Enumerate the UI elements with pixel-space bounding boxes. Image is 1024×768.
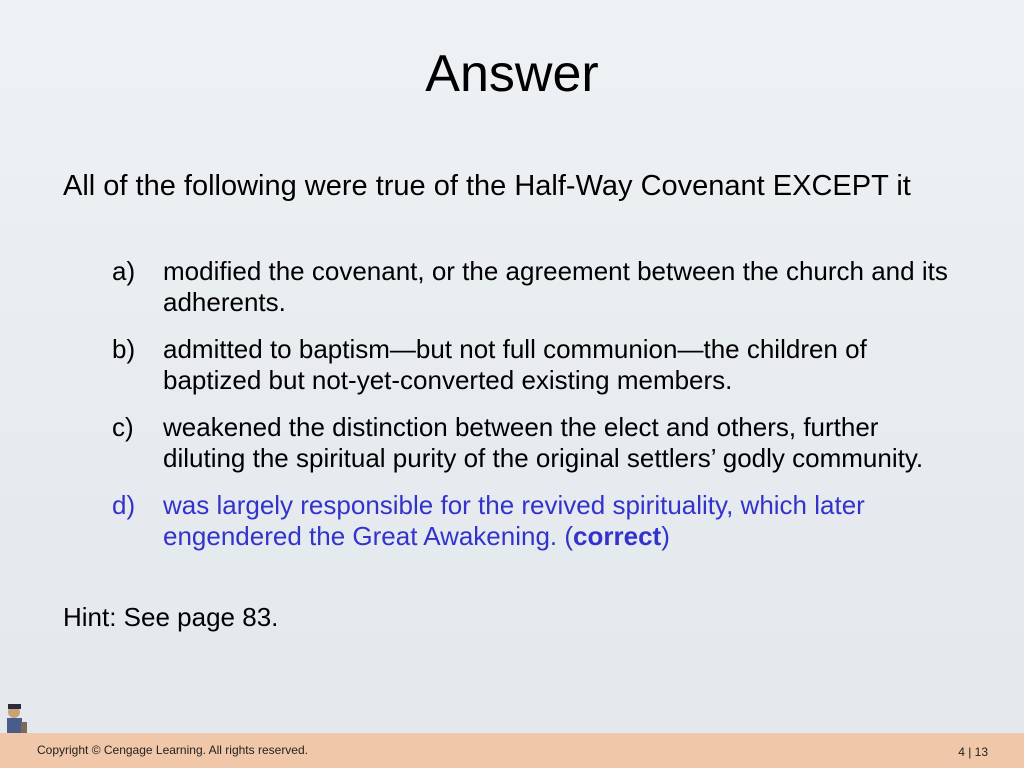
- correct-label: correct: [573, 521, 662, 551]
- question-text: All of the following were true of the Half-Way Covenant EXCEPT it: [63, 170, 911, 202]
- page-indicator: 4 | 13: [958, 745, 988, 759]
- option-letter: a): [112, 256, 136, 286]
- option-b: [112, 334, 952, 396]
- option-text-main: was largely responsible for the revived spirituality, which later engendered the Great Awakening. (: [163, 490, 865, 551]
- option-text-suffix: ): [661, 521, 670, 551]
- option-letter: b): [112, 334, 136, 364]
- option-text: weakened the distinction between the elect and others, further diluting the spiritual purity of the original settlers’ godly community.: [163, 412, 924, 473]
- hint-text: Hint: See page 83.: [63, 602, 279, 632]
- option-d-correct: [112, 490, 952, 552]
- option-text: [163, 490, 952, 552]
- option-letter: d): [112, 490, 136, 520]
- option-letter: c): [112, 412, 134, 442]
- option-text: admitted to baptism—but not full communion—the children of baptized but not-yet-converted existing members.: [163, 334, 867, 395]
- answer-options: [112, 256, 952, 568]
- copyright-notice: Copyright © Cengage Learning. All rights reserved.: [37, 743, 308, 757]
- footer-bar: [0, 733, 1024, 768]
- option-c: [112, 412, 952, 474]
- option-a: [112, 256, 952, 318]
- option-text: modified the covenant, or the agreement between the church and its adherents.: [163, 256, 948, 317]
- slide-title: Answer: [425, 45, 599, 103]
